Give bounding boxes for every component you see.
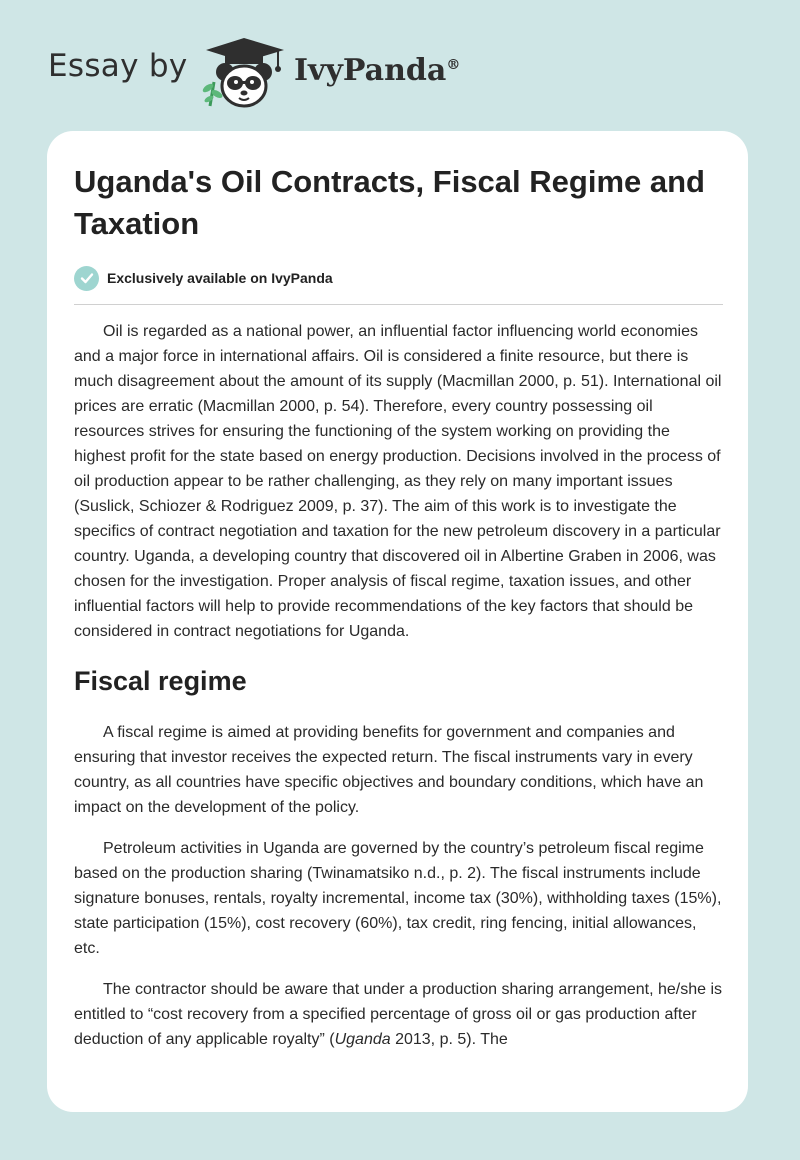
brand-name-text: IvyPanda xyxy=(294,53,447,88)
section-paragraph: Petroleum activities in Uganda are governed by the country’s petroleum fiscal regime based on the production sharing (Twinamatsiko n.d., p. 2). The fiscal instruments include signature bonuses, rentals, royalty incremental, income tax (30%), withholding taxes (15%), state participation (15%), cost recovery (60%), tax credit, ring fencing, initial allowances, etc. xyxy=(74,840,722,957)
divider xyxy=(74,304,723,305)
essay-body xyxy=(74,319,724,1068)
page-title: Uganda's Oil Contracts, Fiscal Regime and Taxation xyxy=(74,164,705,241)
registered-mark: ® xyxy=(446,57,461,73)
section-paragraph-last xyxy=(74,977,724,1052)
panda-graduate-icon[interactable] xyxy=(198,36,290,110)
last-paragraph-text: The contractor should be aware that under a production sharing arrangement, he/she is entitled to “cost recovery from a specified percentage of gross oil or gas production after deduction of any applicable royalty” ( xyxy=(74,981,723,1048)
last-paragraph-italic: Uganda xyxy=(334,1031,391,1048)
intro-paragraph: Oil is regarded as a national power, an influential factor influencing world economies and a major force in international affairs. Oil is considered a finite resource, but there is much disagreement about the amount of its supply (Macmillan 2000, p. 51). International oil prices are erratic (Macmillan 2000, p. 54). Therefore, every country possessing oil resources strives for ensuring the functioning of the system working on providing the highest profit for the state based on energy production. Decisions involved in the process of oil production appear to be rather challenging, as they rely on many important issues (Suslick, Schiozer & Rodriguez 2009, p. 37). The aim of this work is to investigate the specifics of contract negotiation and taxation for the new petroleum discovery in a particular country. Uganda, a developing country that discovered oil in Albertine Graben in 2006, was chosen for the investigation. Proper analysis of fiscal regime, taxation issues, and other influential factors will help to provide recommendations of the key factors that should be considered in contract negotiations for Uganda. xyxy=(74,323,722,640)
site-header xyxy=(0,0,800,130)
last-paragraph-tail: 2013, p. 5). The xyxy=(390,1031,508,1048)
brand-name[interactable] xyxy=(294,53,460,88)
checkmark-icon xyxy=(74,266,99,291)
essay-card xyxy=(47,131,748,1112)
exclusive-badge xyxy=(74,264,333,292)
section-heading: Fiscal regime xyxy=(74,666,247,696)
badge-label: Exclusively available on IvyPanda xyxy=(107,270,333,286)
essay-by-label: Essay by xyxy=(48,48,188,84)
section-paragraph: A fiscal regime is aimed at providing benefits for government and companies and ensuring that investor receives the expected return. The fiscal instruments vary in every country, as all countries have specific objectives and boundary conditions, which have an impact on the development of the policy. xyxy=(74,724,704,816)
